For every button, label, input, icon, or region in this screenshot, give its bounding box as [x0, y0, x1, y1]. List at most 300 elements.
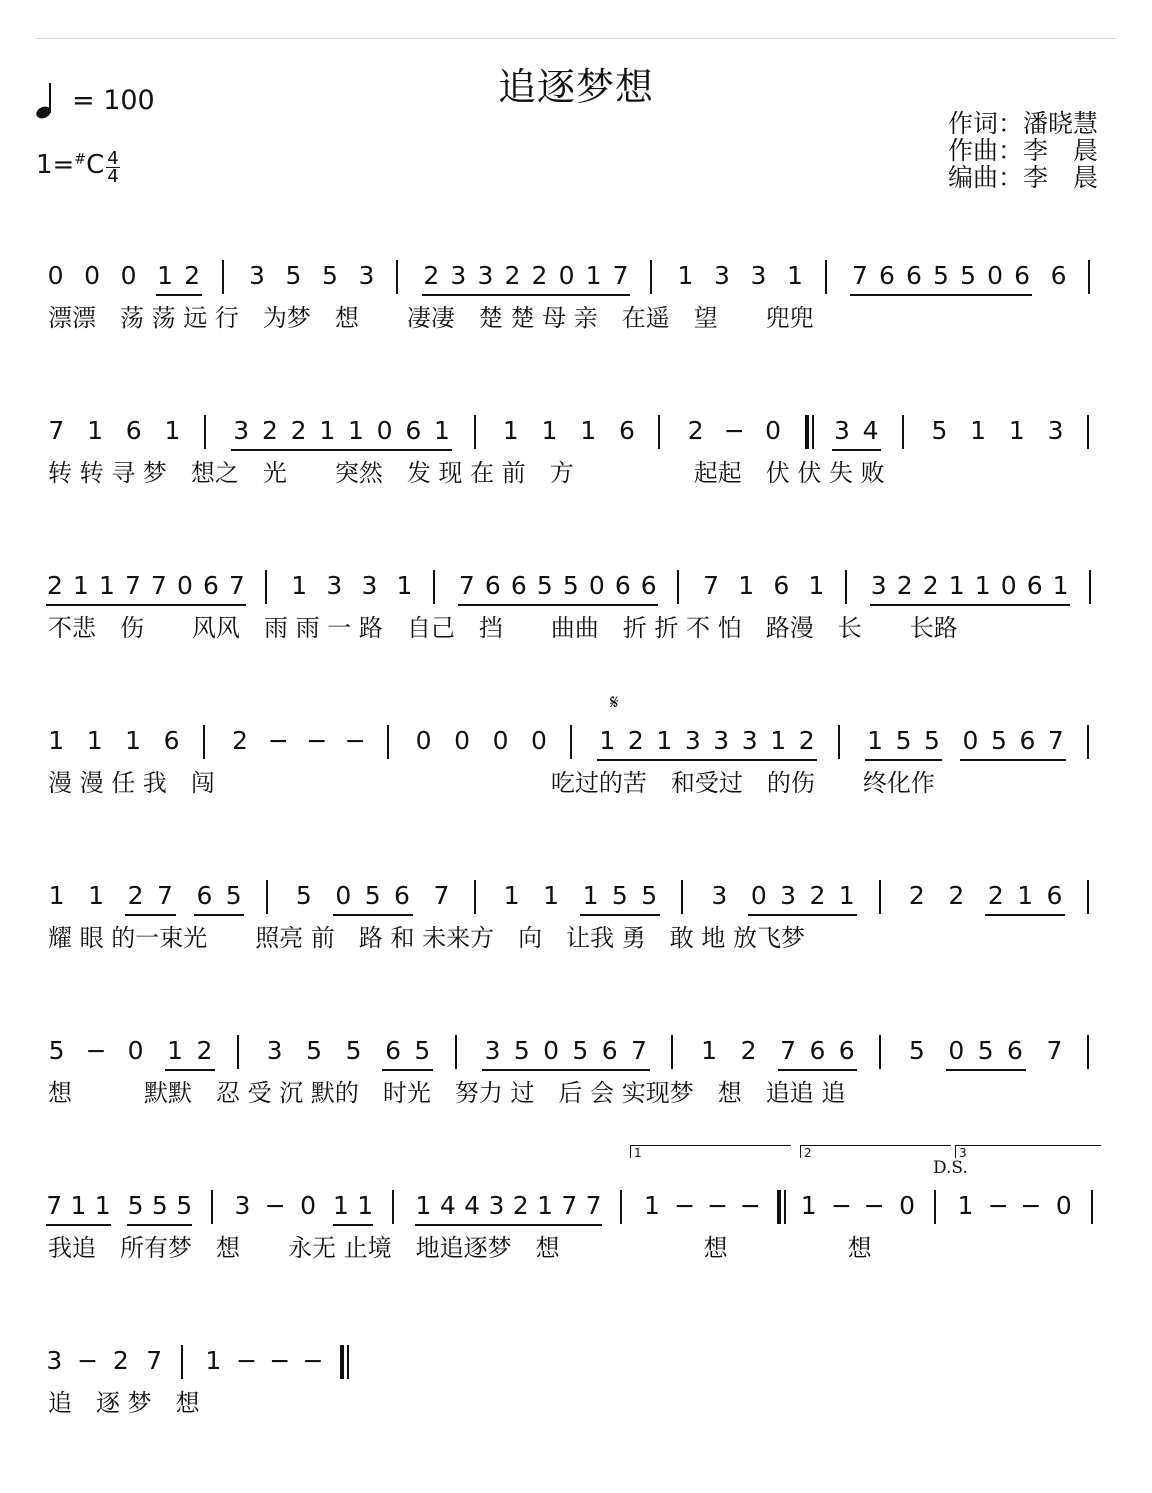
beam-underline	[458, 604, 658, 606]
beam-underline	[870, 604, 1070, 606]
barline	[1091, 1190, 1093, 1224]
note: 5	[933, 261, 949, 290]
note: 1	[86, 726, 103, 755]
note: 2	[423, 261, 440, 290]
note: 5	[285, 261, 302, 290]
top-rule	[36, 38, 1116, 39]
beam-underline	[194, 914, 245, 916]
double-barline	[347, 1345, 349, 1379]
note: 7	[703, 571, 720, 600]
volta-bracket	[800, 1145, 951, 1158]
note: 2	[261, 416, 278, 445]
quarter-note-icon	[36, 82, 58, 118]
note: 1	[838, 881, 855, 910]
note: 5	[306, 1036, 323, 1065]
note: 0	[948, 1036, 965, 1065]
note: 0	[120, 261, 137, 290]
note: 5	[176, 1191, 193, 1220]
lyrics-line: 耀 眼 的一束光 照亮 前 路 和 未来方 向 让我 勇 敢 地 放飞梦	[48, 924, 806, 952]
barline	[455, 1035, 457, 1069]
note: 5	[562, 571, 579, 600]
barline	[671, 1035, 673, 1069]
note: 6	[773, 571, 790, 600]
note: 3	[358, 261, 375, 290]
note: 6	[906, 261, 922, 290]
note: 3	[361, 571, 378, 600]
barline	[1087, 1035, 1089, 1069]
note: 5	[924, 726, 940, 755]
barline	[222, 260, 224, 294]
note: 3	[326, 571, 343, 600]
note: 7	[851, 261, 868, 290]
beam-underline	[46, 604, 246, 606]
beam-underline	[865, 759, 942, 761]
note: 3	[234, 1191, 251, 1220]
note: 2	[504, 261, 521, 290]
note: 1	[157, 261, 173, 290]
barline	[266, 880, 268, 914]
barline	[650, 260, 652, 294]
beam-underline	[415, 1224, 601, 1226]
note: 1	[543, 881, 560, 910]
note: 1	[73, 571, 89, 600]
beam-underline	[778, 1069, 858, 1071]
note: 0	[588, 571, 605, 600]
score-row	[0, 1335, 1152, 1455]
note: −	[707, 1191, 729, 1220]
score-row	[0, 715, 1152, 835]
volta-number: 1	[634, 1146, 642, 1160]
note: 5	[48, 1036, 65, 1065]
note: 6	[385, 1036, 402, 1065]
note: −	[302, 1346, 324, 1375]
note: −	[863, 1191, 885, 1220]
note: 5	[322, 261, 338, 290]
note: 5	[611, 881, 628, 910]
note: 3	[870, 571, 887, 600]
song-title: 追逐梦想	[497, 65, 654, 109]
time-signature: 4 4	[107, 148, 119, 187]
barline	[203, 725, 205, 759]
lyrics-line: 不悲 伤 风风 雨 雨 一 路 自己 挡 曲曲 折 折 不 怕 路漫 长 长路	[48, 614, 958, 642]
note: 7	[630, 1036, 647, 1065]
note: 1	[94, 1191, 111, 1220]
note: 0	[454, 726, 471, 755]
barline	[934, 1190, 936, 1224]
note: 7	[780, 1036, 797, 1065]
note: 3	[1047, 416, 1064, 445]
barline	[1088, 260, 1090, 294]
barline	[1087, 725, 1089, 759]
score-row	[0, 405, 1152, 525]
note: 1	[332, 1191, 349, 1220]
note: 5	[414, 1036, 431, 1065]
score-row	[0, 1025, 1152, 1145]
note: −	[723, 416, 745, 445]
note: 6	[1050, 261, 1067, 290]
tempo-value: = 100	[72, 84, 155, 116]
note: 6	[640, 571, 657, 600]
composer: 作曲：李 晨	[948, 136, 1099, 165]
lyrics-line: 追 逐 梦 想	[48, 1389, 200, 1417]
note: 0	[176, 571, 193, 600]
note: 6	[1006, 1036, 1023, 1065]
lyrics-line: 漂漂 荡 荡 远 行 为梦 想 凄凄 楚 楚 母 亲 在遥 望 兜兜	[48, 304, 814, 332]
note: 0	[492, 726, 509, 755]
note: 1	[1017, 881, 1034, 910]
note: 1	[537, 1191, 553, 1220]
note: 1	[1052, 571, 1069, 600]
volta-number: 2	[804, 1146, 812, 1160]
note: 3	[46, 1346, 63, 1375]
note: 1	[541, 416, 558, 445]
barline	[838, 725, 840, 759]
note: 5	[960, 261, 976, 290]
barline	[879, 1035, 881, 1069]
note: 6	[614, 571, 631, 600]
note: 3	[750, 261, 767, 290]
barline	[340, 1345, 344, 1379]
lyrics-line: 转 转 寻 梦 想之 光 突然 发 现 在 前 方 起起 伏 伏 失 败	[48, 459, 885, 487]
note: 0	[127, 1036, 144, 1065]
note: 2	[512, 1191, 529, 1220]
note: 1	[970, 416, 987, 445]
note: −	[1020, 1191, 1042, 1220]
note: 0	[558, 261, 575, 290]
score-row	[0, 870, 1152, 990]
double-barline	[784, 1190, 786, 1224]
note: 6	[838, 1036, 855, 1065]
barline	[1089, 570, 1091, 604]
note: 5	[536, 571, 553, 600]
note: 1	[701, 1036, 718, 1065]
note: 7	[46, 1191, 63, 1220]
note: 3	[488, 1191, 505, 1220]
note: 6	[484, 571, 501, 600]
note: 2	[809, 881, 826, 910]
barline	[387, 725, 389, 759]
note: 5	[895, 726, 912, 755]
volta-bracket	[955, 1145, 1101, 1158]
note: 6	[510, 571, 527, 600]
note: 1	[164, 416, 181, 445]
note: 2	[231, 726, 248, 755]
beam-underline	[333, 914, 413, 916]
note: 1	[205, 1346, 222, 1375]
note: 7	[1047, 726, 1064, 755]
beam-underline	[46, 1224, 111, 1226]
note: −	[830, 1191, 852, 1220]
note: 7	[146, 1346, 163, 1375]
note: 1	[582, 881, 599, 910]
beam-underline	[960, 759, 1066, 761]
note: 3	[450, 261, 467, 290]
note: −	[987, 1191, 1009, 1220]
beam-underline	[333, 1224, 374, 1226]
beam-underline	[127, 1224, 192, 1226]
note: 2	[627, 726, 644, 755]
barline	[433, 570, 435, 604]
barline	[681, 880, 683, 914]
note: 6	[405, 416, 422, 445]
note: 6	[125, 416, 142, 445]
note: −	[306, 726, 328, 755]
barline	[237, 1035, 239, 1069]
barline	[777, 1190, 781, 1224]
note: 1	[677, 261, 694, 290]
note: 2	[127, 881, 144, 910]
note: 7	[150, 571, 167, 600]
barline	[902, 415, 904, 449]
note: 1	[87, 416, 103, 445]
note: 3	[684, 726, 701, 755]
score-row	[0, 1180, 1152, 1300]
note: 3	[714, 261, 730, 290]
note: 0	[987, 261, 1004, 290]
note: 1	[1008, 416, 1025, 445]
note: −	[269, 1346, 291, 1375]
barline	[392, 1190, 394, 1224]
volta-number: 3	[959, 1146, 967, 1160]
beam-underline	[382, 1069, 433, 1071]
note: 1	[656, 726, 673, 755]
note: 1	[415, 1191, 432, 1220]
note: 5	[990, 726, 1007, 755]
beam-underline	[165, 1069, 216, 1071]
note: 1	[770, 726, 787, 755]
note: 2	[112, 1346, 129, 1375]
barline	[570, 725, 572, 759]
note: 1	[125, 726, 142, 755]
note: 1	[787, 261, 803, 290]
lyrics-line: 漫 漫 任 我 闯 吃过的苦 和受过 的伤 终化作	[48, 769, 935, 797]
beam-underline	[985, 914, 1065, 916]
beam-underline	[946, 1069, 1026, 1071]
note: 6	[393, 881, 410, 910]
note: 6	[202, 571, 219, 600]
note: 1	[502, 416, 519, 445]
note: 1	[88, 881, 105, 910]
note: 5	[513, 1036, 530, 1065]
note: 1	[291, 571, 308, 600]
note: 1	[800, 1191, 817, 1220]
key-signature: 1=#C	[36, 150, 105, 180]
barline	[805, 415, 809, 449]
note: 1	[643, 1191, 660, 1220]
score-row	[0, 560, 1152, 680]
note: 2	[908, 881, 925, 910]
arranger: 编曲：李 晨	[948, 163, 1099, 192]
note: 0	[1055, 1191, 1072, 1220]
note: 2	[184, 261, 200, 290]
note: 2	[47, 571, 63, 600]
beam-underline	[125, 914, 176, 916]
note: 1	[948, 571, 965, 600]
note: −	[344, 726, 366, 755]
barline	[211, 1190, 213, 1224]
volta-bracket	[630, 1145, 791, 1158]
note: 1	[738, 571, 755, 600]
note: 1	[974, 571, 991, 600]
note: 2	[948, 881, 965, 910]
note: 2	[290, 416, 307, 445]
note: 6	[1026, 571, 1043, 600]
note: 1	[599, 726, 616, 755]
barline	[396, 260, 398, 294]
barline	[265, 570, 267, 604]
note: 1	[585, 261, 602, 290]
note: 0	[750, 881, 767, 910]
note: 2	[531, 261, 548, 290]
note: 2	[922, 571, 939, 600]
note: 1	[867, 726, 883, 755]
note: 1	[70, 1191, 87, 1220]
beam-underline	[832, 449, 881, 451]
note: 3	[233, 416, 250, 445]
note: −	[267, 726, 289, 755]
note: 4	[862, 416, 879, 445]
note: 0	[415, 726, 432, 755]
barline	[474, 880, 476, 914]
note: 7	[48, 416, 65, 445]
note: 0	[300, 1191, 317, 1220]
note: 1	[503, 881, 520, 910]
note: 7	[124, 571, 141, 600]
barline	[879, 880, 881, 914]
note: 1	[48, 881, 65, 910]
note: 1	[957, 1191, 974, 1220]
note: 7	[433, 881, 450, 910]
note: 3	[833, 416, 850, 445]
note: 3	[477, 261, 494, 290]
note: 0	[376, 416, 393, 445]
segno-icon: 𝄋	[610, 690, 619, 714]
note: 2	[798, 726, 815, 755]
note: 5	[345, 1036, 362, 1065]
credits	[948, 110, 1098, 191]
barline	[204, 415, 206, 449]
dal-segno-mark: D.S.	[933, 1158, 968, 1178]
note: 5	[931, 416, 948, 445]
note: 1	[167, 1036, 184, 1065]
note: 3	[741, 726, 758, 755]
barline	[677, 570, 679, 604]
note: 5	[908, 1036, 925, 1065]
double-barline	[812, 415, 814, 449]
note: −	[674, 1191, 696, 1220]
note: 1	[580, 416, 597, 445]
note: 0	[531, 726, 547, 755]
note: 7	[1046, 1036, 1063, 1065]
note: −	[85, 1036, 107, 1065]
note: 0	[899, 1191, 916, 1220]
note: 1	[434, 416, 450, 445]
note: 3	[266, 1036, 283, 1065]
note: 6	[1019, 726, 1036, 755]
note: 4	[439, 1191, 456, 1220]
lyrics-line: 想 默默 忍 受 沉 默的 时光 努力 过 后 会 实现梦 想 追追 追	[48, 1079, 846, 1107]
note: 2	[896, 571, 913, 600]
note: 2	[740, 1036, 757, 1065]
barline	[474, 415, 476, 449]
note: 5	[127, 1191, 144, 1220]
note: 6	[196, 881, 213, 910]
note: 7	[156, 881, 173, 910]
note: 6	[601, 1036, 618, 1065]
note: 0	[765, 416, 782, 445]
note: 1	[347, 416, 364, 445]
note: 7	[585, 1191, 602, 1220]
note: 1	[357, 1191, 374, 1220]
note: 1	[319, 416, 336, 445]
barline	[1087, 415, 1089, 449]
note: 6	[618, 416, 635, 445]
lyricist: 作词：潘晓慧	[948, 109, 1099, 138]
beam-underline	[580, 914, 660, 916]
barline	[1087, 880, 1089, 914]
note: 5	[364, 881, 381, 910]
barline	[181, 1345, 183, 1379]
note: 7	[228, 571, 245, 600]
note: 1	[396, 571, 413, 600]
note: 7	[458, 571, 475, 600]
beam-underline	[422, 294, 630, 296]
note: 7	[561, 1191, 578, 1220]
note: 6	[163, 726, 180, 755]
note: 5	[295, 881, 312, 910]
note: −	[236, 1346, 258, 1375]
note: 0	[543, 1036, 560, 1065]
score-row	[0, 250, 1152, 370]
note: 2	[687, 416, 704, 445]
note: 5	[641, 881, 658, 910]
note: 2	[987, 881, 1004, 910]
note: 6	[1046, 881, 1063, 910]
note: −	[77, 1346, 99, 1375]
barline	[620, 1190, 622, 1224]
note: 0	[1000, 571, 1017, 600]
note: 4	[464, 1191, 481, 1220]
barline	[825, 260, 827, 294]
barline	[845, 570, 847, 604]
tempo-marking	[36, 82, 155, 118]
note: 1	[48, 726, 65, 755]
note: 2	[196, 1036, 213, 1065]
note: −	[264, 1191, 286, 1220]
note: 0	[84, 261, 100, 290]
note: 6	[1014, 261, 1031, 290]
note: 3	[711, 881, 728, 910]
note: 5	[225, 881, 242, 910]
barline	[658, 415, 660, 449]
note: 1	[99, 571, 115, 600]
beam-underline	[597, 759, 817, 761]
lyrics-line: 我追 所有梦 想 永无 止境 地追逐梦 想 想 想	[48, 1234, 872, 1262]
beam-underline	[156, 294, 202, 296]
note: 6	[809, 1036, 826, 1065]
note: 3	[248, 261, 265, 290]
beam-underline	[850, 294, 1031, 296]
note: 3	[780, 881, 797, 910]
note: 0	[962, 726, 979, 755]
note: 0	[335, 881, 352, 910]
note: 5	[572, 1036, 589, 1065]
note: 5	[151, 1191, 168, 1220]
beam-underline	[748, 914, 857, 916]
beam-underline	[482, 1069, 650, 1071]
note: 7	[612, 261, 629, 290]
note: 3	[713, 726, 730, 755]
